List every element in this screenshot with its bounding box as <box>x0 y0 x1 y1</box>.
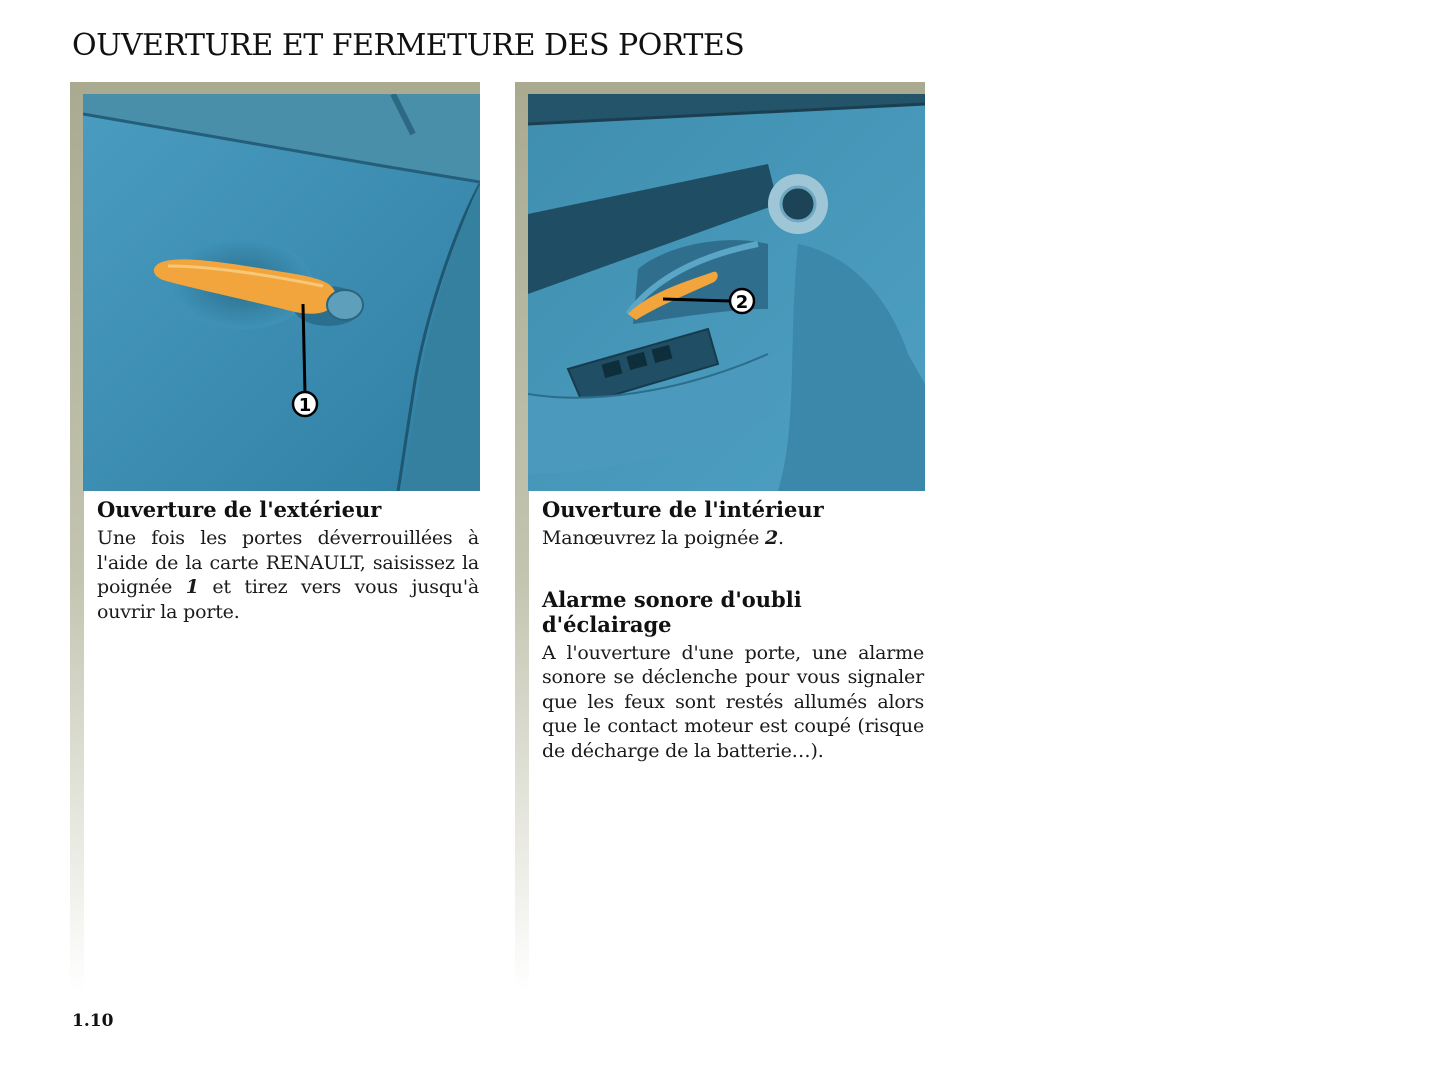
interior-door-handle-photo <box>528 94 925 491</box>
right-column <box>515 82 925 992</box>
column-side-bar <box>515 82 529 992</box>
exterior-door-handle-photo <box>83 94 480 491</box>
right-text-block <box>542 497 924 763</box>
column-top-bar <box>70 82 480 94</box>
page-title: OUVERTURE ET FERMETURE DES PORTES <box>72 28 745 63</box>
callout-2: 2 <box>735 292 749 313</box>
handle-reference-2: 2 <box>765 527 779 549</box>
exterior-opening-heading: Ouverture de l'extérieur <box>97 497 382 522</box>
exterior-opening-text: Une fois les portes déverrouillées à l'aide de la carte RENAULT, saisissez la poignée 1 et tirez vers vous jusqu'à ouvrir la porte. <box>97 527 479 623</box>
lights-alarm-heading: Alarme sonore d'oubli d'éclairage <box>542 586 802 637</box>
column-top-bar <box>515 82 925 94</box>
left-column <box>70 82 480 992</box>
handle-reference-1: 1 <box>185 576 199 598</box>
page-number: 1.10 <box>72 1011 114 1031</box>
interior-opening-heading: Ouverture de l'intérieur <box>542 497 824 522</box>
callout-1: 1 <box>298 395 312 416</box>
column-side-bar <box>70 82 84 992</box>
lights-alarm-text: A l'ouverture d'une porte, une alarme sonore se déclenche pour vous signaler que les feux sont restés allumés alors que le contact moteur est coupé (risque de décharge de la batterie…). <box>542 641 924 762</box>
interior-opening-text: Manœuvrez la poignée 2. <box>542 527 784 549</box>
left-text-block <box>97 497 479 624</box>
